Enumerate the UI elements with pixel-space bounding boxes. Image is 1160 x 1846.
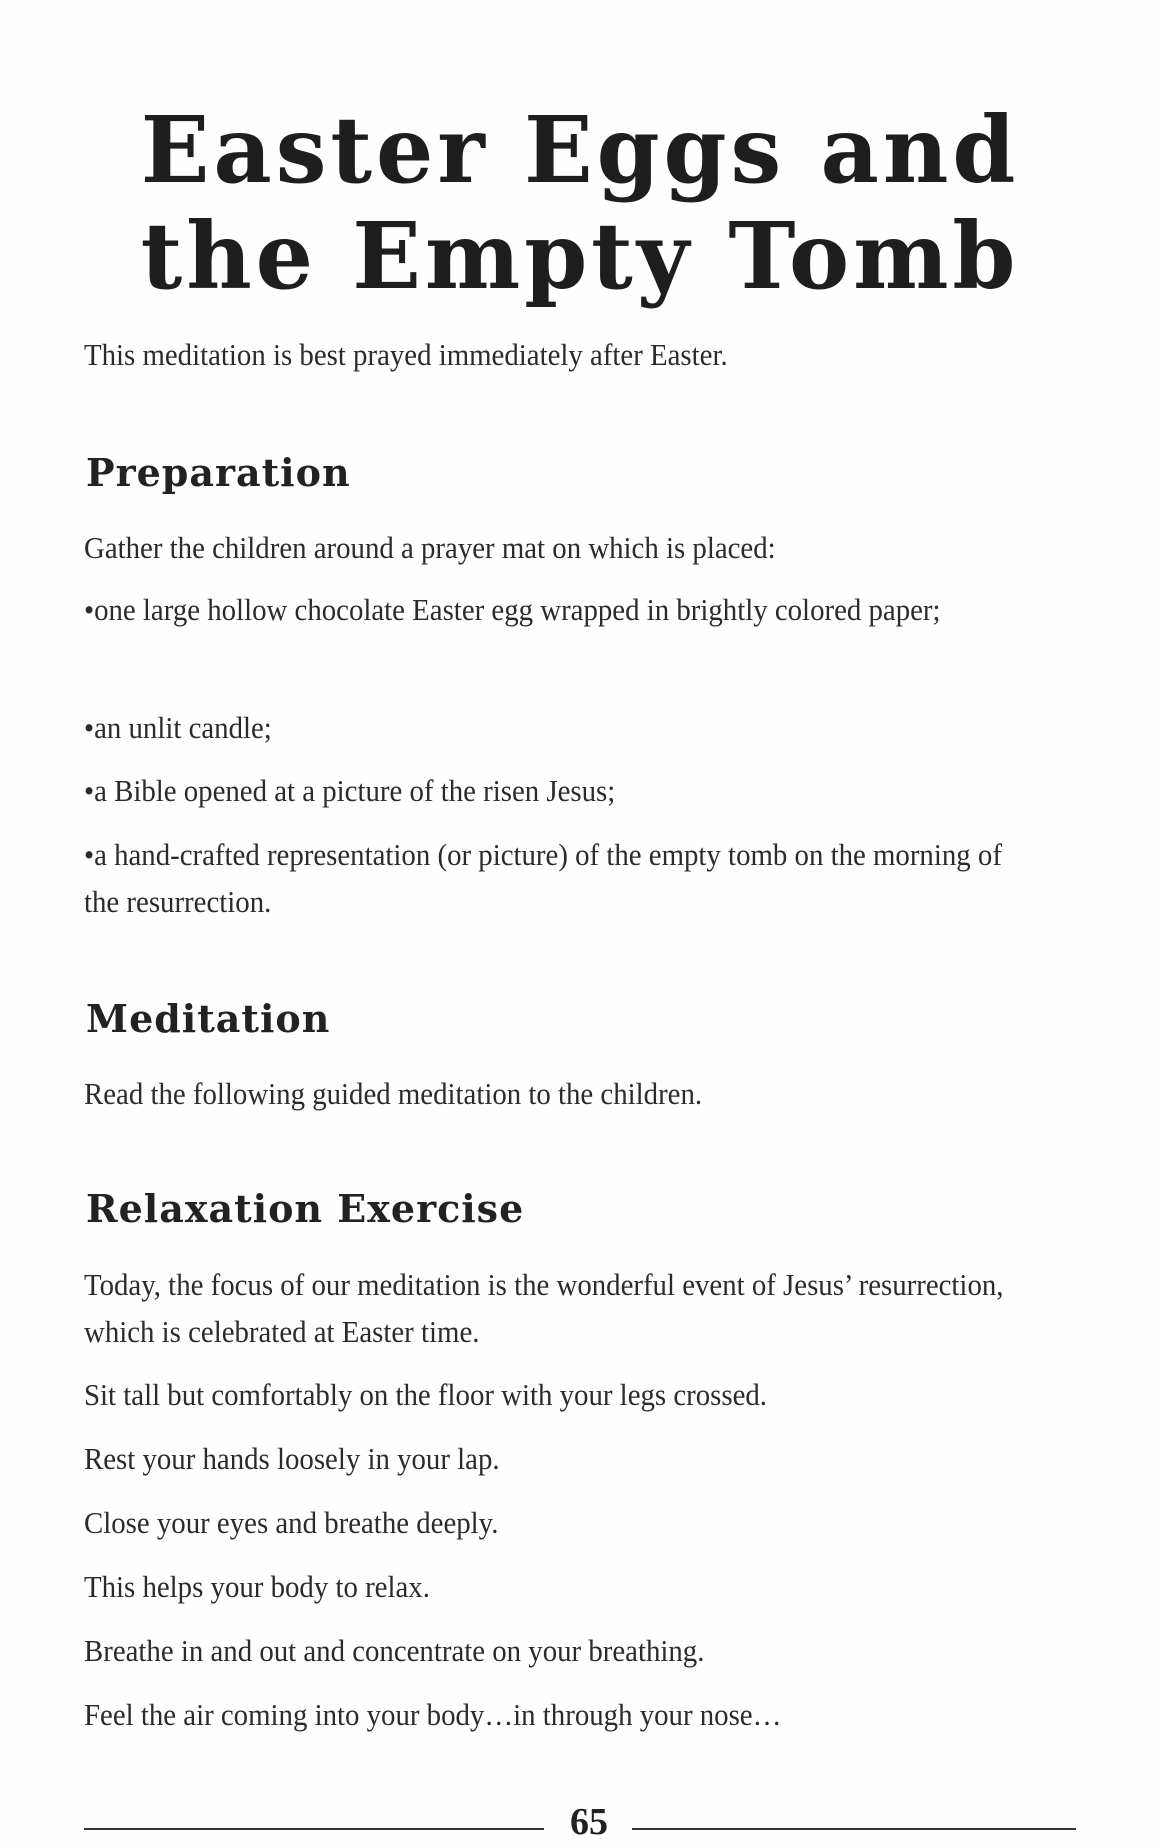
page-number: 65: [570, 1801, 608, 1843]
list-item: •one large hollow chocolate Easter egg wrapped in brightly colored paper;: [84, 592, 941, 627]
relaxation-paragraph: Feel the air coming into your body…in through your nose…: [84, 1697, 782, 1732]
relaxation-paragraph: Rest your hands loosely in your lap.: [84, 1441, 500, 1476]
heading-meditation: Meditation: [86, 996, 331, 1041]
relaxation-paragraph: Today, the focus of our meditation is the wonderful event of Jesus’ resurrection, which is celebrated at Easter time.: [84, 1267, 1004, 1349]
page-title-line-2: the Empty Tomb: [140, 201, 1020, 310]
relaxation-paragraph: This helps your body to relax.: [84, 1569, 430, 1604]
heading-relaxation-exercise: Relaxation Exercise: [86, 1186, 525, 1231]
footer-rule-right: [632, 1828, 1076, 1830]
list-item: •a hand-crafted representation (or picture) of the empty tomb on the morning of the resurrection.: [84, 837, 1002, 919]
page-title-line-1: Easter Eggs and: [140, 95, 1020, 204]
relaxation-paragraph: Sit tall but comfortably on the floor with your legs crossed.: [84, 1377, 767, 1412]
footer-rule-left: [84, 1828, 544, 1830]
list-item: •a Bible opened at a picture of the risen Jesus;: [84, 773, 616, 808]
relaxation-paragraph: Close your eyes and breathe deeply.: [84, 1505, 499, 1540]
heading-preparation: Preparation: [86, 450, 351, 495]
meditation-text: Read the following guided meditation to the children.: [84, 1076, 703, 1111]
relaxation-paragraph: Breathe in and out and concentrate on your breathing.: [84, 1633, 705, 1668]
list-item: •an unlit candle;: [84, 710, 272, 745]
intro-text: This meditation is best prayed immediately after Easter.: [84, 337, 728, 372]
preparation-lead: Gather the children around a prayer mat on which is placed:: [84, 530, 776, 565]
